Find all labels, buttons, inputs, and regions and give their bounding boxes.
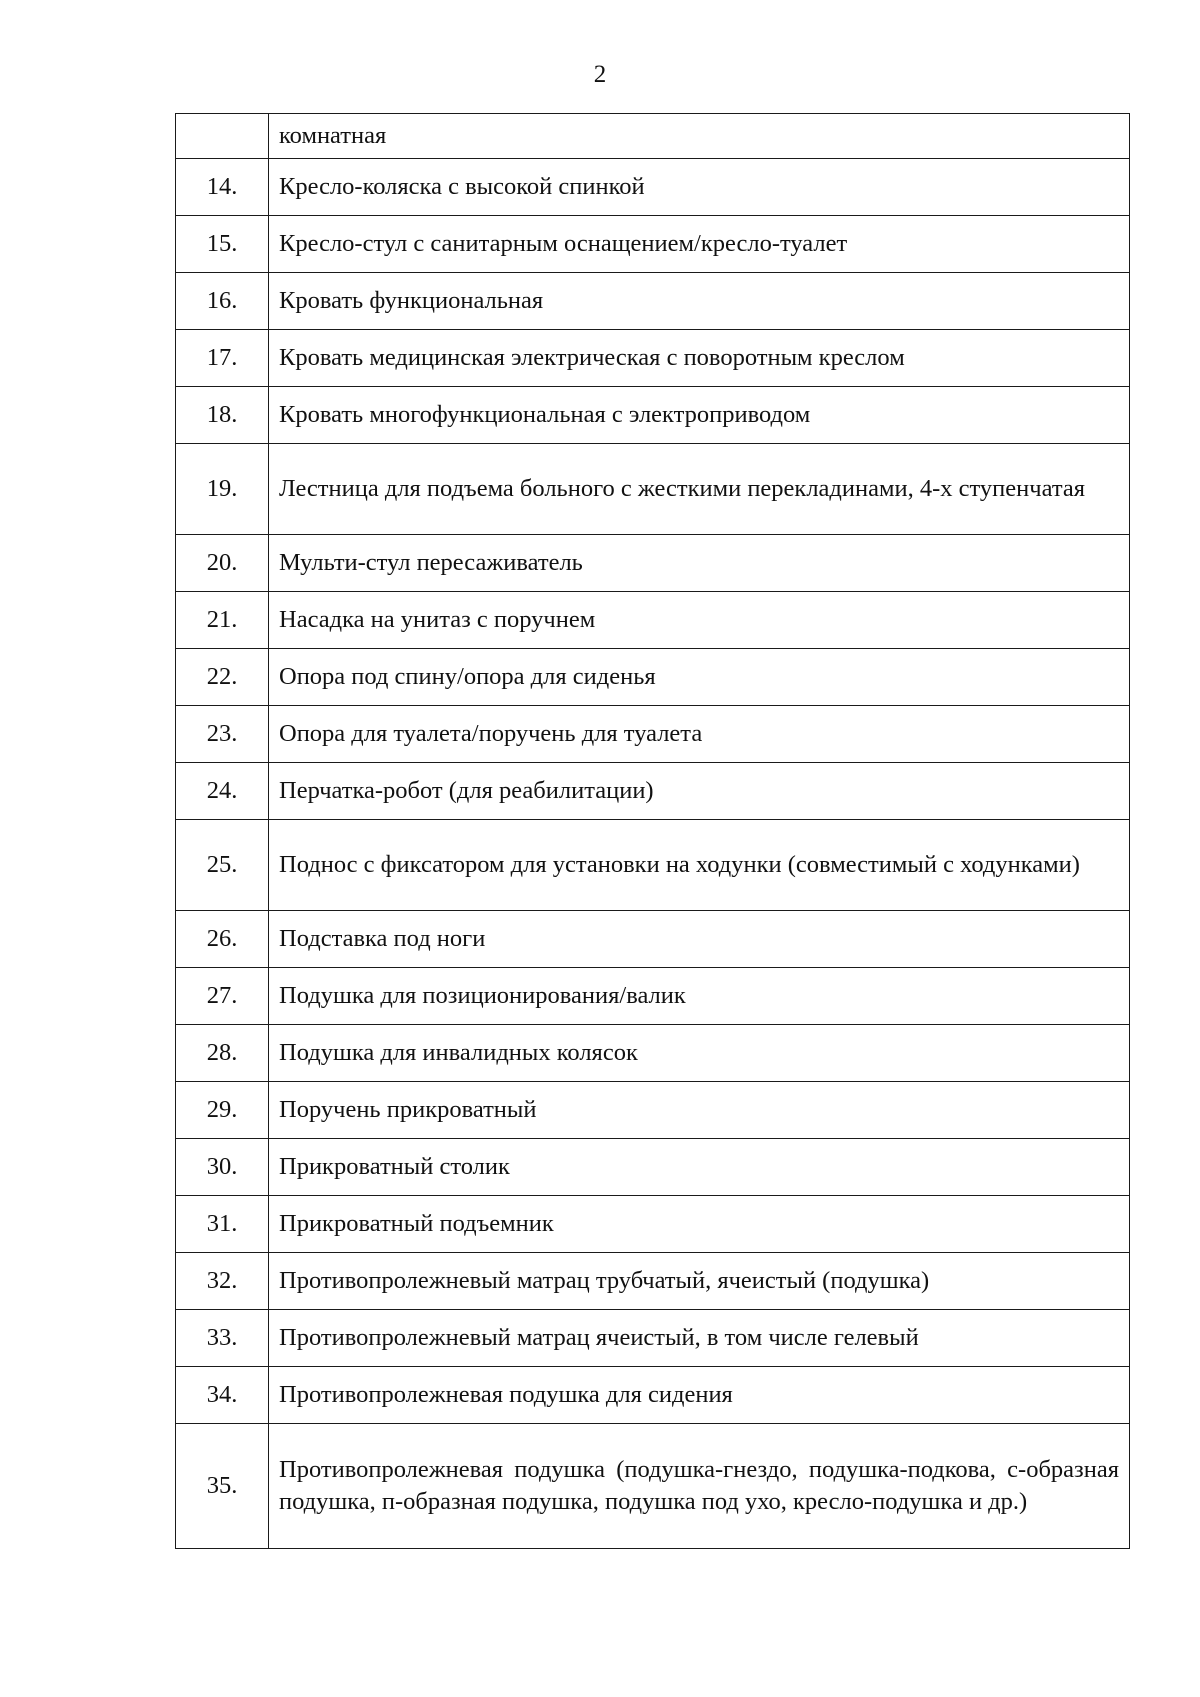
row-number: 16. — [176, 273, 269, 330]
row-text: Противопролежневый матрац ячеистый, в том числе гелевый — [269, 1310, 1130, 1367]
row-text: Кресло-стул с санитарным оснащением/кресло-туалет — [269, 216, 1130, 273]
table-row — [176, 387, 1130, 444]
row-number: 33. — [176, 1310, 269, 1367]
row-number: 24. — [176, 763, 269, 820]
table-row — [176, 968, 1130, 1025]
table-row — [176, 1196, 1130, 1253]
row-text: Противопролежневая подушка для сидения — [269, 1367, 1130, 1424]
row-number: 23. — [176, 706, 269, 763]
table-row — [176, 535, 1130, 592]
row-number: 14. — [176, 159, 269, 216]
row-number: 28. — [176, 1025, 269, 1082]
row-text: Насадка на унитаз с поручнем — [269, 592, 1130, 649]
row-number: 19. — [176, 444, 269, 535]
row-number — [176, 114, 269, 159]
table-row — [176, 1139, 1130, 1196]
table-row — [176, 1082, 1130, 1139]
table-row — [176, 330, 1130, 387]
row-text: Кресло-коляска с высокой спинкой — [269, 159, 1130, 216]
row-text: Опора под спину/опора для сиденья — [269, 649, 1130, 706]
table-row — [176, 649, 1130, 706]
row-number: 20. — [176, 535, 269, 592]
table-row — [176, 159, 1130, 216]
row-text: Перчатка-робот (для реабилитации) — [269, 763, 1130, 820]
table-row — [176, 706, 1130, 763]
items-table — [175, 113, 1130, 1549]
table-row — [176, 1253, 1130, 1310]
row-text: Прикроватный столик — [269, 1139, 1130, 1196]
table-row — [176, 763, 1130, 820]
table-row — [176, 592, 1130, 649]
row-text: Кровать функциональная — [269, 273, 1130, 330]
row-number: 29. — [176, 1082, 269, 1139]
row-number: 25. — [176, 820, 269, 911]
row-number: 35. — [176, 1424, 269, 1549]
row-text: Противопролежневый матрац трубчатый, ячеистый (подушка) — [269, 1253, 1130, 1310]
table-row — [176, 216, 1130, 273]
row-number: 15. — [176, 216, 269, 273]
row-number: 31. — [176, 1196, 269, 1253]
row-number: 32. — [176, 1253, 269, 1310]
row-text: Подставка под ноги — [269, 911, 1130, 968]
row-text: Подушка для инвалидных колясок — [269, 1025, 1130, 1082]
row-text: Прикроватный подъемник — [269, 1196, 1130, 1253]
row-text: Поднос с фиксатором для установки на ходунки (совместимый с ходунками) — [269, 820, 1130, 911]
row-text: Кровать многофункциональная с электроприводом — [269, 387, 1130, 444]
table-row — [176, 114, 1130, 159]
row-number: 21. — [176, 592, 269, 649]
table-row — [176, 1367, 1130, 1424]
row-number: 34. — [176, 1367, 269, 1424]
row-number: 18. — [176, 387, 269, 444]
row-text: Подушка для позиционирования/валик — [269, 968, 1130, 1025]
table-row — [176, 1424, 1130, 1549]
row-number: 27. — [176, 968, 269, 1025]
row-text: Мульти-стул пересаживатель — [269, 535, 1130, 592]
row-text: комнатная — [269, 114, 1130, 159]
row-text: Противопролежневая подушка (подушка-гнездо, подушка-подкова, с-образная подушка, п-образная подушка, подушка под ухо, кресло-подушка и др.) — [269, 1424, 1130, 1549]
row-text: Лестница для подъема больного с жесткими перекладинами, 4-х ступенчатая — [269, 444, 1130, 535]
table-row — [176, 444, 1130, 535]
row-number: 17. — [176, 330, 269, 387]
table-row — [176, 820, 1130, 911]
row-number: 26. — [176, 911, 269, 968]
row-text: Кровать медицинская электрическая с поворотным креслом — [269, 330, 1130, 387]
row-text: Опора для туалета/поручень для туалета — [269, 706, 1130, 763]
row-number: 30. — [176, 1139, 269, 1196]
row-number: 22. — [176, 649, 269, 706]
table-row — [176, 1310, 1130, 1367]
row-text: Поручень прикроватный — [269, 1082, 1130, 1139]
page-number: 2 — [593, 61, 607, 88]
table-row — [176, 911, 1130, 968]
table-row — [176, 273, 1130, 330]
table-row — [176, 1025, 1130, 1082]
